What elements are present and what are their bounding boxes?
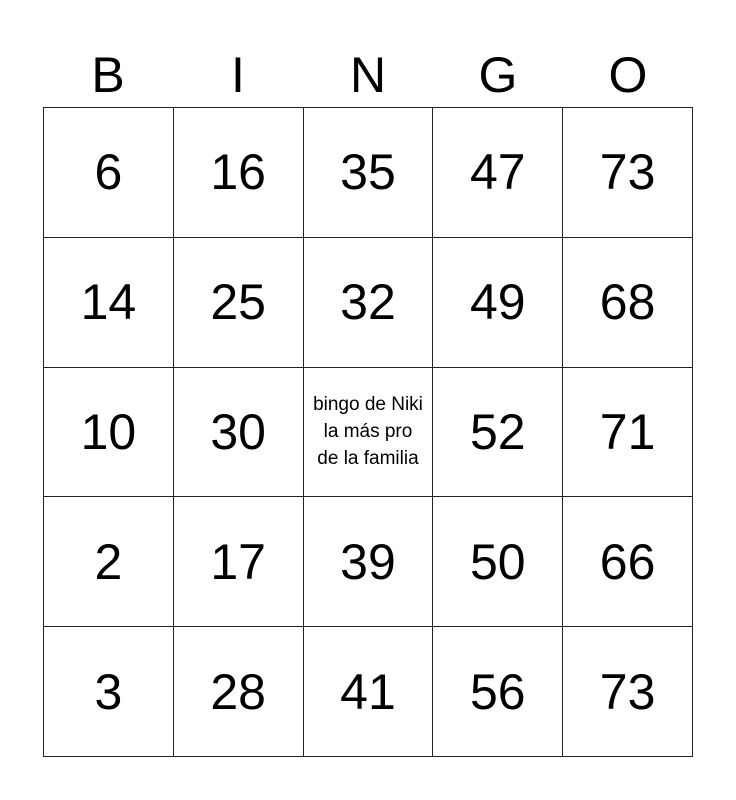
bingo-cell-r2-c5[interactable]: 68 (563, 238, 693, 368)
bingo-cell-r5-c5[interactable]: 73 (563, 627, 693, 757)
bingo-cell-r1-c5[interactable]: 73 (563, 108, 693, 238)
bingo-cell-r4-c4[interactable]: 50 (433, 497, 563, 627)
bingo-cell-r4-c1[interactable]: 2 (44, 497, 174, 627)
bingo-cell-r1-c2[interactable]: 16 (174, 108, 304, 238)
bingo-cell-r1-c4[interactable]: 47 (433, 108, 563, 238)
bingo-cell-r1-c1[interactable]: 6 (44, 108, 174, 238)
bingo-cell-r3-c5[interactable]: 71 (563, 368, 693, 498)
bingo-cell-r5-c2[interactable]: 28 (174, 627, 304, 757)
bingo-cell-r3-c1[interactable]: 10 (44, 368, 174, 498)
header-letter-i: I (231, 47, 245, 103)
bingo-board (43, 107, 693, 757)
bingo-cell-r4-c3[interactable]: 39 (304, 497, 434, 627)
free-space-cell[interactable] (304, 368, 434, 498)
bingo-cell-r5-c4[interactable]: 56 (433, 627, 563, 757)
bingo-cell-r2-c4[interactable]: 49 (433, 238, 563, 368)
bingo-cell-r2-c3[interactable]: 32 (304, 238, 434, 368)
bingo-cell-r2-c1[interactable]: 14 (44, 238, 174, 368)
header-letter-n: N (349, 47, 387, 103)
bingo-cell-r5-c3[interactable]: 41 (304, 627, 434, 757)
bingo-header (43, 44, 693, 106)
header-letter-g: G (478, 47, 518, 103)
bingo-cell-r5-c1[interactable]: 3 (44, 627, 174, 757)
bingo-cell-r4-c5[interactable]: 66 (563, 497, 693, 627)
header-letter-o: O (608, 47, 648, 103)
bingo-cell-r3-c4[interactable]: 52 (433, 368, 563, 498)
free-space-text: bingo de Niki la más pro de la familia (313, 394, 423, 470)
bingo-cell-r3-c2[interactable]: 30 (174, 368, 304, 498)
bingo-cell-r2-c2[interactable]: 25 (174, 238, 304, 368)
bingo-cell-r4-c2[interactable]: 17 (174, 497, 304, 627)
bingo-cell-r1-c3[interactable]: 35 (304, 108, 434, 238)
header-letter-b: B (91, 47, 125, 103)
